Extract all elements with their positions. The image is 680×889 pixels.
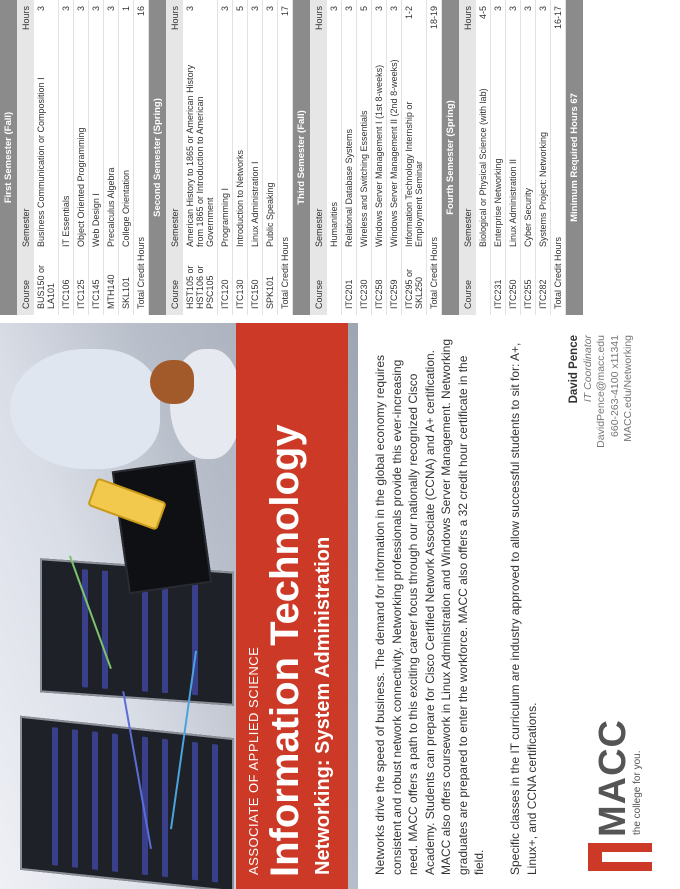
course-row xyxy=(183,0,218,315)
course-name: Biological or Physical Science (with lab) xyxy=(478,88,488,247)
semester-title: Fourth Semester (Spring) xyxy=(442,0,459,315)
contact-email[interactable]: DavidPence@macc.edu xyxy=(595,335,607,448)
course-code: SKL101 xyxy=(121,276,131,309)
course-name: Systems Project: Networking xyxy=(538,131,548,247)
total-label: Total Credit Hours xyxy=(553,236,563,309)
semester-title: Second Semester (Spring) xyxy=(149,0,166,315)
course-hours: 3 xyxy=(106,6,116,12)
course-code: MTH140 xyxy=(106,274,116,309)
semester-column-header: Semester xyxy=(462,208,473,247)
course-code: ITC250 xyxy=(508,279,518,309)
course-name: Programming I xyxy=(220,187,230,247)
course-name: Web Design I xyxy=(91,193,101,247)
course-hours: 3 xyxy=(220,6,230,12)
course-hours: 3 xyxy=(344,6,354,12)
course-code: HST105 or HST106 or PSC105 xyxy=(185,265,215,309)
semester-column-header: Semester xyxy=(313,208,324,247)
course-hours: 3 xyxy=(36,6,46,12)
course-hours: 3 xyxy=(508,6,518,12)
course-name: IT Essentials xyxy=(61,195,71,247)
total-label: Total Credit Hours xyxy=(280,236,290,309)
course-code: ITC120 xyxy=(220,279,230,309)
course-code: ITC130 xyxy=(235,279,245,309)
contact-role: IT Coordinator xyxy=(581,335,594,403)
course-name: Information Technology Internship or Employment Seminar xyxy=(404,101,424,247)
semester-title: First Semester (Fall) xyxy=(0,0,17,315)
course-name: Enterprise Networking xyxy=(493,158,503,247)
course-hours: 3 xyxy=(493,6,503,12)
hours-column-header: Hours xyxy=(169,6,180,31)
course-hours: 3 xyxy=(523,6,533,12)
hours-column-header: Hours xyxy=(20,6,31,31)
course-row xyxy=(342,0,357,315)
course-row xyxy=(536,0,551,315)
course-row xyxy=(357,0,372,315)
course-hours: 3 xyxy=(76,6,86,12)
semester-total-row xyxy=(134,0,149,315)
total-hours: 16-17 xyxy=(553,6,563,30)
hours-column-header: Hours xyxy=(462,6,473,31)
course-hours: 1 xyxy=(121,6,131,12)
course-column-header: Course xyxy=(20,279,31,309)
total-label: Total Credit Hours xyxy=(429,236,439,309)
course-row xyxy=(491,0,506,315)
course-name: Windows Server Management II (2nd 8-weeks) xyxy=(389,59,399,247)
total-label: Total Credit Hours xyxy=(136,236,146,309)
course-row xyxy=(521,0,536,315)
contact-phone: 660-263-4100 x11341 xyxy=(608,335,621,437)
course-name: Linux Administration I xyxy=(250,161,260,247)
course-hours: 3 xyxy=(91,6,101,12)
macc-logo-icon xyxy=(588,843,652,871)
total-hours: 16 xyxy=(136,6,146,17)
semester-total-row xyxy=(551,0,566,315)
program-title: Information Technology xyxy=(263,424,307,877)
semester-column-header: Semester xyxy=(169,208,180,247)
course-row xyxy=(506,0,521,315)
course-code: BUS150 or LA101 xyxy=(36,264,56,309)
server-rack-left xyxy=(20,716,234,889)
course-row xyxy=(233,0,248,315)
course-row xyxy=(119,0,134,315)
course-name: American History to 1865 or American History from 1865 or Introduction to American Government xyxy=(185,64,215,247)
course-hours: 1-2 xyxy=(404,6,414,20)
laptop xyxy=(112,460,212,594)
course-code: SPK101 xyxy=(265,275,275,309)
course-name: Precalculus Algebra xyxy=(106,167,116,247)
course-row xyxy=(248,0,263,315)
course-column-header: Course xyxy=(169,279,180,309)
semester-header-row xyxy=(310,0,327,315)
course-code: ITC259 xyxy=(389,279,399,309)
course-column-header: Course xyxy=(462,279,473,309)
hours-column-header: Hours xyxy=(313,6,324,31)
course-hours: 3 xyxy=(250,6,260,12)
curriculum-table xyxy=(0,0,680,315)
course-name: Cyber Security xyxy=(523,187,533,247)
course-hours: 3 xyxy=(374,6,384,12)
title-banner xyxy=(236,323,348,889)
course-code: ITC150 xyxy=(250,279,260,309)
total-hours: 18-19 xyxy=(429,6,439,30)
course-hours: 5 xyxy=(359,6,369,12)
course-row xyxy=(387,0,402,315)
course-row xyxy=(218,0,233,315)
course-name: Wireless and Switching Essentials xyxy=(359,110,369,247)
course-row xyxy=(402,0,427,315)
course-code: ITC145 xyxy=(91,279,101,309)
course-row xyxy=(34,0,59,315)
course-name: Business Communication or Composition I xyxy=(36,77,46,247)
semester-header-row xyxy=(166,0,183,315)
course-row xyxy=(104,0,119,315)
course-name: College Orientation xyxy=(121,169,131,247)
course-row xyxy=(263,0,278,315)
semester-column-header: Semester xyxy=(20,208,31,247)
contact-block xyxy=(568,335,636,459)
semester-header-row xyxy=(459,0,476,315)
course-hours: 4-5 xyxy=(478,6,488,20)
course-code: ITC230 xyxy=(359,279,369,309)
course-code: ITC201 xyxy=(344,279,354,309)
contact-name: David Pence xyxy=(568,335,580,404)
course-hours: 3 xyxy=(185,6,195,12)
course-column-header: Course xyxy=(313,279,324,309)
program-description: Networks drive the speed of business. The demand for information in the global economy requires consistent and robust network connectivity. Networking professionals provide this ever-increasing need. MACC offers a path to this exciting career focus through our nationally recognized Cisco Academy. Students can prepare for Cisco Certified Network Associate (CCNA) and A+ certification. MACC also offers coursework in Linux Administration and Windows Server Management. Networking graduates are prepared to enter the workforce. MACC also offers a 32 credit hour certificate in the field. xyxy=(373,338,486,875)
course-hours: 5 xyxy=(235,6,245,12)
course-name: Object Oriented Programming xyxy=(76,127,86,247)
course-name: Windows Server Management I (1st 8-weeks) xyxy=(374,64,384,247)
course-row xyxy=(476,0,491,315)
minimum-required-hours: Minimum Required Hours 67 xyxy=(566,0,583,315)
macc-logo-text: MACC xyxy=(592,719,634,837)
technician-woman-head xyxy=(150,360,194,404)
course-code: ITC255 xyxy=(523,279,533,309)
course-code: ITC106 xyxy=(61,279,71,309)
course-row xyxy=(327,0,342,315)
course-row xyxy=(59,0,74,315)
course-name: Introduction to Networks xyxy=(235,149,245,247)
degree-kicker: ASSOCIATE OF APPLIED SCIENCE xyxy=(246,646,261,875)
course-row xyxy=(372,0,387,315)
semester-header-row xyxy=(17,0,34,315)
course-hours: 3 xyxy=(329,6,339,12)
course-row xyxy=(89,0,104,315)
course-hours: 3 xyxy=(389,6,399,12)
semester-title: Third Semester (Fall) xyxy=(293,0,310,315)
course-hours: 3 xyxy=(265,6,275,12)
course-name: Humanities xyxy=(329,201,339,247)
macc-tagline: the college for you. xyxy=(632,750,643,835)
course-row xyxy=(74,0,89,315)
course-name: Public Speaking xyxy=(265,182,275,247)
course-name: Linux Administration II xyxy=(508,158,518,247)
course-hours: 3 xyxy=(538,6,548,12)
semester-total-row xyxy=(427,0,442,315)
semester-total-row xyxy=(278,0,293,315)
program-subtitle: Networking: System Administration xyxy=(312,536,334,875)
course-hours: 3 xyxy=(61,6,71,12)
technician-man xyxy=(10,349,160,469)
certification-note: Specific classes in the IT curriculum are industry approved to allow successful students to sit for: A+, Linux+, and CCNA certifications. xyxy=(508,342,539,875)
course-code: ITC125 xyxy=(76,279,86,309)
contact-website[interactable]: MACC.edu/Networking xyxy=(622,335,634,442)
course-code: ITC282 xyxy=(538,279,548,309)
course-code: ITC231 xyxy=(493,279,503,309)
course-name: Relational Database Systems xyxy=(344,128,354,247)
total-hours: 17 xyxy=(280,6,290,17)
course-code: ITC258 xyxy=(374,279,384,309)
course-code: ITC295 or SKL250 xyxy=(404,268,424,309)
